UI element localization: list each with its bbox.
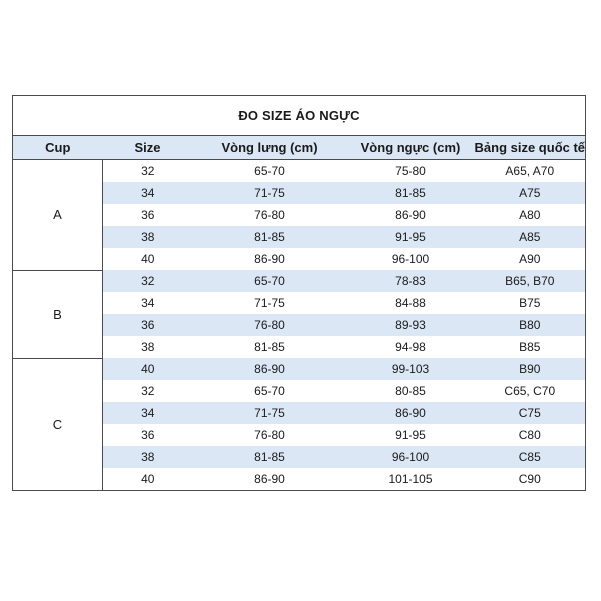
international-size-cell: B90 — [475, 358, 586, 380]
bust-cell: 81-85 — [347, 182, 475, 204]
international-size-cell: C90 — [475, 468, 586, 491]
size-cell: 34 — [103, 292, 193, 314]
international-size-cell: B80 — [475, 314, 586, 336]
underbust-cell: 86-90 — [193, 468, 347, 491]
underbust-cell: 71-75 — [193, 402, 347, 424]
bust-cell: 99-103 — [347, 358, 475, 380]
international-size-cell: B85 — [475, 336, 586, 358]
bust-cell: 101-105 — [347, 468, 475, 491]
bust-cell: 91-95 — [395, 428, 426, 442]
international-size-cell: C80 — [475, 424, 586, 446]
table-row — [13, 270, 586, 292]
bust-cell: 86-90 — [347, 402, 475, 424]
underbust-cell: 86-90 — [193, 358, 347, 380]
international-size-cell: A80 — [475, 204, 586, 226]
international-size-cell: A65, A70 — [475, 160, 586, 183]
underbust-cell: 81-85 — [254, 340, 285, 354]
size-cell: 38 — [103, 446, 193, 468]
underbust-cell: 65-70 — [193, 270, 347, 292]
international-size-cell: C75 — [475, 402, 586, 424]
underbust-cell: 65-70 — [254, 384, 285, 398]
size-cell: 36 — [103, 314, 193, 336]
underbust-cell: 76-80 — [254, 208, 285, 222]
size-cell: 36 — [103, 204, 193, 226]
size-cell: 40 — [103, 358, 193, 380]
table-body — [13, 96, 586, 491]
underbust-cell: 81-85 — [193, 446, 347, 468]
international-size-cell: B75 — [475, 292, 586, 314]
cup-cell: B — [13, 270, 103, 358]
size-cell: 38 — [103, 336, 193, 358]
underbust-cell: 65-70 — [254, 164, 285, 178]
header-bust: Vòng ngực (cm) — [347, 136, 475, 160]
international-size-cell: A90 — [475, 248, 586, 270]
header-row — [13, 136, 586, 160]
international-size-cell: C65, C70 — [475, 380, 586, 402]
underbust-cell: 76-80 — [254, 428, 285, 442]
bust-cell: 89-93 — [347, 314, 475, 336]
underbust-cell: 86-90 — [254, 252, 285, 266]
bust-cell: 91-95 — [347, 226, 475, 248]
international-size-cell: B65, B70 — [475, 270, 586, 292]
bust-cell: 96-100 — [391, 252, 430, 266]
size-cell: 32 — [103, 380, 193, 402]
underbust-cell: 71-75 — [254, 296, 285, 310]
size-cell: 34 — [103, 182, 193, 204]
cup-cell: A — [13, 160, 103, 271]
bra-size-table — [12, 95, 586, 491]
bust-cell: 84-88 — [395, 296, 426, 310]
international-size-cell: C85 — [475, 446, 586, 468]
size-cell: 40 — [103, 248, 193, 270]
title-row — [13, 96, 586, 136]
size-cell: 32 — [103, 270, 193, 292]
table-row — [13, 358, 586, 380]
bust-cell: 94-98 — [395, 340, 426, 354]
bust-cell: 96-100 — [347, 446, 475, 468]
header-cup: Cup — [13, 136, 103, 160]
international-size-cell: A85 — [475, 226, 586, 248]
header-underbust: Vòng lưng (cm) — [193, 136, 347, 160]
bust-cell: 80-85 — [395, 384, 426, 398]
size-cell: 38 — [103, 226, 193, 248]
bust-cell: 86-90 — [395, 208, 426, 222]
header-size: Size — [103, 136, 193, 160]
size-cell: 36 — [103, 424, 193, 446]
underbust-cell: 71-75 — [193, 182, 347, 204]
table-title: ĐO SIZE ÁO NGỰC — [13, 96, 586, 136]
underbust-cell: 81-85 — [193, 226, 347, 248]
size-cell: 34 — [103, 402, 193, 424]
table-row — [13, 160, 586, 183]
underbust-cell: 76-80 — [193, 314, 347, 336]
cup-cell: C — [13, 358, 103, 491]
international-size-cell: A75 — [475, 182, 586, 204]
size-cell: 32 — [103, 160, 193, 183]
bust-cell: 78-83 — [347, 270, 475, 292]
bust-cell: 75-80 — [395, 164, 426, 178]
size-cell: 40 — [103, 468, 193, 491]
header-international-size: Bảng size quốc tế — [475, 136, 586, 160]
